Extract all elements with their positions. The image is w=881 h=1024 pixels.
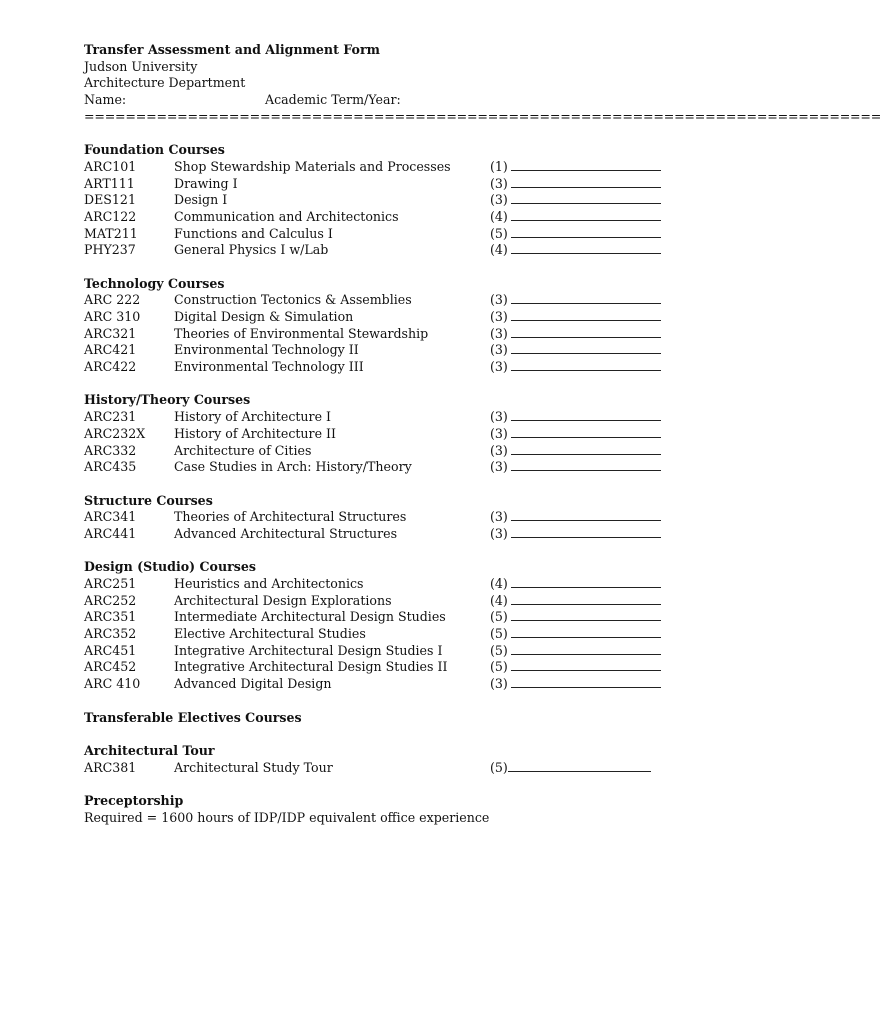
course-row [84,426,704,443]
course-code: ARC251 [84,576,137,591]
credit-entry-blank[interactable] [511,643,661,655]
course-code: ARC452 [84,659,137,675]
course-code: MAT211 [84,225,138,241]
course-row [84,643,704,660]
credit-entry-blank[interactable] [511,209,661,221]
course-row [84,509,704,526]
course-credits: (5) [490,760,651,777]
course-credits: (4) [490,593,661,610]
course-code: ARC381 [84,759,137,775]
credit-entry-blank[interactable] [511,192,661,204]
course-row [84,242,704,259]
course-title: Advanced Architectural Structures [174,525,398,541]
course-title: Shop Stewardship Materials and Processes [174,158,451,174]
course-section [84,142,704,259]
academic-term-label: Academic Term/Year: [265,92,401,108]
course-title: Theories of Environmental Stewardship [174,325,429,341]
course-title: Functions and Calculus I [174,225,333,241]
course-row [84,626,704,643]
course-code: ARC 310 [84,309,141,324]
course-credits: (3) [490,459,661,476]
course-title: History of Architecture I [174,409,331,425]
course-code: PHY237 [84,242,136,258]
course-credits: (3) [490,426,661,443]
credit-entry-blank[interactable] [511,342,661,354]
course-credits: (5) [490,626,661,643]
course-credits: (3) [490,509,661,526]
course-row [84,309,704,326]
course-credits: (5) [490,659,661,676]
course-credits: (3) [490,526,661,543]
course-title: Digital Design & Simulation [174,309,354,324]
course-title: Construction Tectonics & Assemblies [174,292,412,308]
credit-entry-blank[interactable] [511,626,661,638]
credit-entry-blank[interactable] [511,676,661,688]
course-row [84,159,704,176]
course-credits: (5) [490,643,661,660]
form-page [84,42,881,826]
credit-entry-blank[interactable] [511,509,661,521]
course-title: Theories of Architectural Structures [174,509,407,525]
course-row [84,192,704,209]
department-name: Architecture Department [84,75,246,91]
course-code: ARC 222 [84,292,141,308]
course-credits: (1) [490,159,661,176]
credit-entry-blank[interactable] [511,659,661,671]
course-row [84,443,704,460]
course-title: Heuristics and Architectonics [174,576,364,591]
course-row [84,526,704,543]
divider-line: ============================================================================= [84,108,881,124]
course-credits: (4) [490,242,661,259]
name-label: Name: [84,92,127,108]
credit-entry-blank[interactable] [511,226,661,238]
credit-entry-blank[interactable] [511,593,661,605]
course-title: Architecture of Cities [174,442,312,458]
tour-heading: Architectural Tour [84,742,215,758]
course-code: ARC351 [84,609,137,625]
form-title: Transfer Assessment and Alignment Form [84,42,380,57]
credit-entry-blank[interactable] [511,309,661,321]
course-code: ARC252 [84,592,137,608]
course-row [84,359,704,376]
course-title: Architectural Study Tour [174,759,333,775]
course-row [84,226,704,243]
course-credits: (3) [490,192,661,209]
course-credits: (3) [490,409,661,426]
credit-entry-blank[interactable] [511,459,661,471]
course-credits: (3) [490,443,661,460]
course-title: Environmental Technology II [174,342,359,358]
course-section [84,392,704,475]
credit-entry-blank[interactable] [511,576,661,588]
course-title: Elective Architectural Studies [174,626,366,642]
electives-heading: Transferable Electives Courses [84,709,302,725]
course-section [84,276,704,376]
course-code: DES121 [84,192,136,208]
preceptorship-heading: Preceptorship [84,792,184,808]
course-title: History of Architecture II [174,425,336,441]
course-title: Design I [174,192,228,208]
course-credits: (4) [490,576,661,593]
tour-course-row [84,760,704,777]
credit-entry-blank[interactable] [511,443,661,455]
course-title: Drawing I [174,175,238,191]
course-row [84,409,704,426]
course-title: Integrative Architectural Design Studies II [174,659,448,675]
course-row [84,326,704,343]
credit-entry-blank[interactable] [511,526,661,538]
course-code: ARC122 [84,208,137,224]
section-heading: Structure Courses [84,492,213,508]
course-title: Intermediate Architectural Design Studies [174,609,446,625]
course-row [84,459,704,476]
course-code: ARC231 [84,409,137,425]
course-title: Architectural Design Explorations [174,592,392,608]
course-row [84,593,704,610]
course-row [84,659,704,676]
course-code: ART111 [84,175,135,191]
course-credits: (3) [490,326,661,343]
course-title: Environmental Technology III [174,359,364,375]
course-title: Case Studies in Arch: History/Theory [174,459,412,475]
preceptorship-text: Required = 1600 hours of IDP/IDP equivalent office experience [84,809,490,825]
credit-entry-blank[interactable] [511,242,661,254]
course-title: Communication and Architectonics [174,208,399,224]
course-sections [84,142,704,693]
university-name: Judson University [84,58,198,74]
credit-entry-blank[interactable] [511,609,661,621]
course-code: ARC341 [84,509,137,525]
course-row [84,676,704,693]
section-heading: Technology Courses [84,275,225,291]
credit-entry-blank[interactable] [511,176,661,188]
credit-entry-blank[interactable] [511,292,661,304]
course-credits: (5) [490,609,661,626]
course-title: Advanced Digital Design [174,676,332,692]
section-heading: Design (Studio) Courses [84,559,256,575]
credit-entry-blank[interactable] [511,159,661,171]
course-row [84,609,704,626]
course-row [84,209,704,226]
course-code: ARC321 [84,325,137,341]
course-code: ARC 410 [84,676,141,692]
course-code: ARC435 [84,459,137,475]
course-credits: (4) [490,209,661,226]
course-credits: (3) [490,176,661,193]
credit-entry-blank[interactable] [511,426,661,438]
course-code: ARC232X [84,425,146,441]
section-heading: Foundation Courses [84,142,225,158]
credit-entry-blank[interactable] [511,326,661,338]
course-credits: (3) [490,359,661,376]
credit-entry-blank[interactable] [508,760,651,772]
course-row [84,176,704,193]
course-title: General Physics I w/Lab [174,242,329,258]
course-credits: (3) [490,292,661,309]
name-term-row [84,92,704,109]
course-row [84,292,704,309]
credit-entry-blank[interactable] [511,359,661,371]
course-credits: (5) [490,226,661,243]
course-code: ARC422 [84,359,137,375]
course-code: ARC421 [84,342,137,358]
course-code: ARC101 [84,158,137,174]
course-credits: (3) [490,342,661,359]
course-section [84,559,704,693]
course-code: ARC451 [84,642,137,658]
course-code: ARC352 [84,626,137,642]
course-row [84,576,704,593]
course-section [84,493,704,543]
course-code: ARC441 [84,525,137,541]
credit-entry-blank[interactable] [511,409,661,421]
course-code: ARC332 [84,442,137,458]
course-credits: (3) [490,309,661,326]
course-credits: (3) [490,676,661,693]
section-heading: History/Theory Courses [84,392,251,408]
course-row [84,342,704,359]
course-title: Integrative Architectural Design Studies I [174,642,443,658]
